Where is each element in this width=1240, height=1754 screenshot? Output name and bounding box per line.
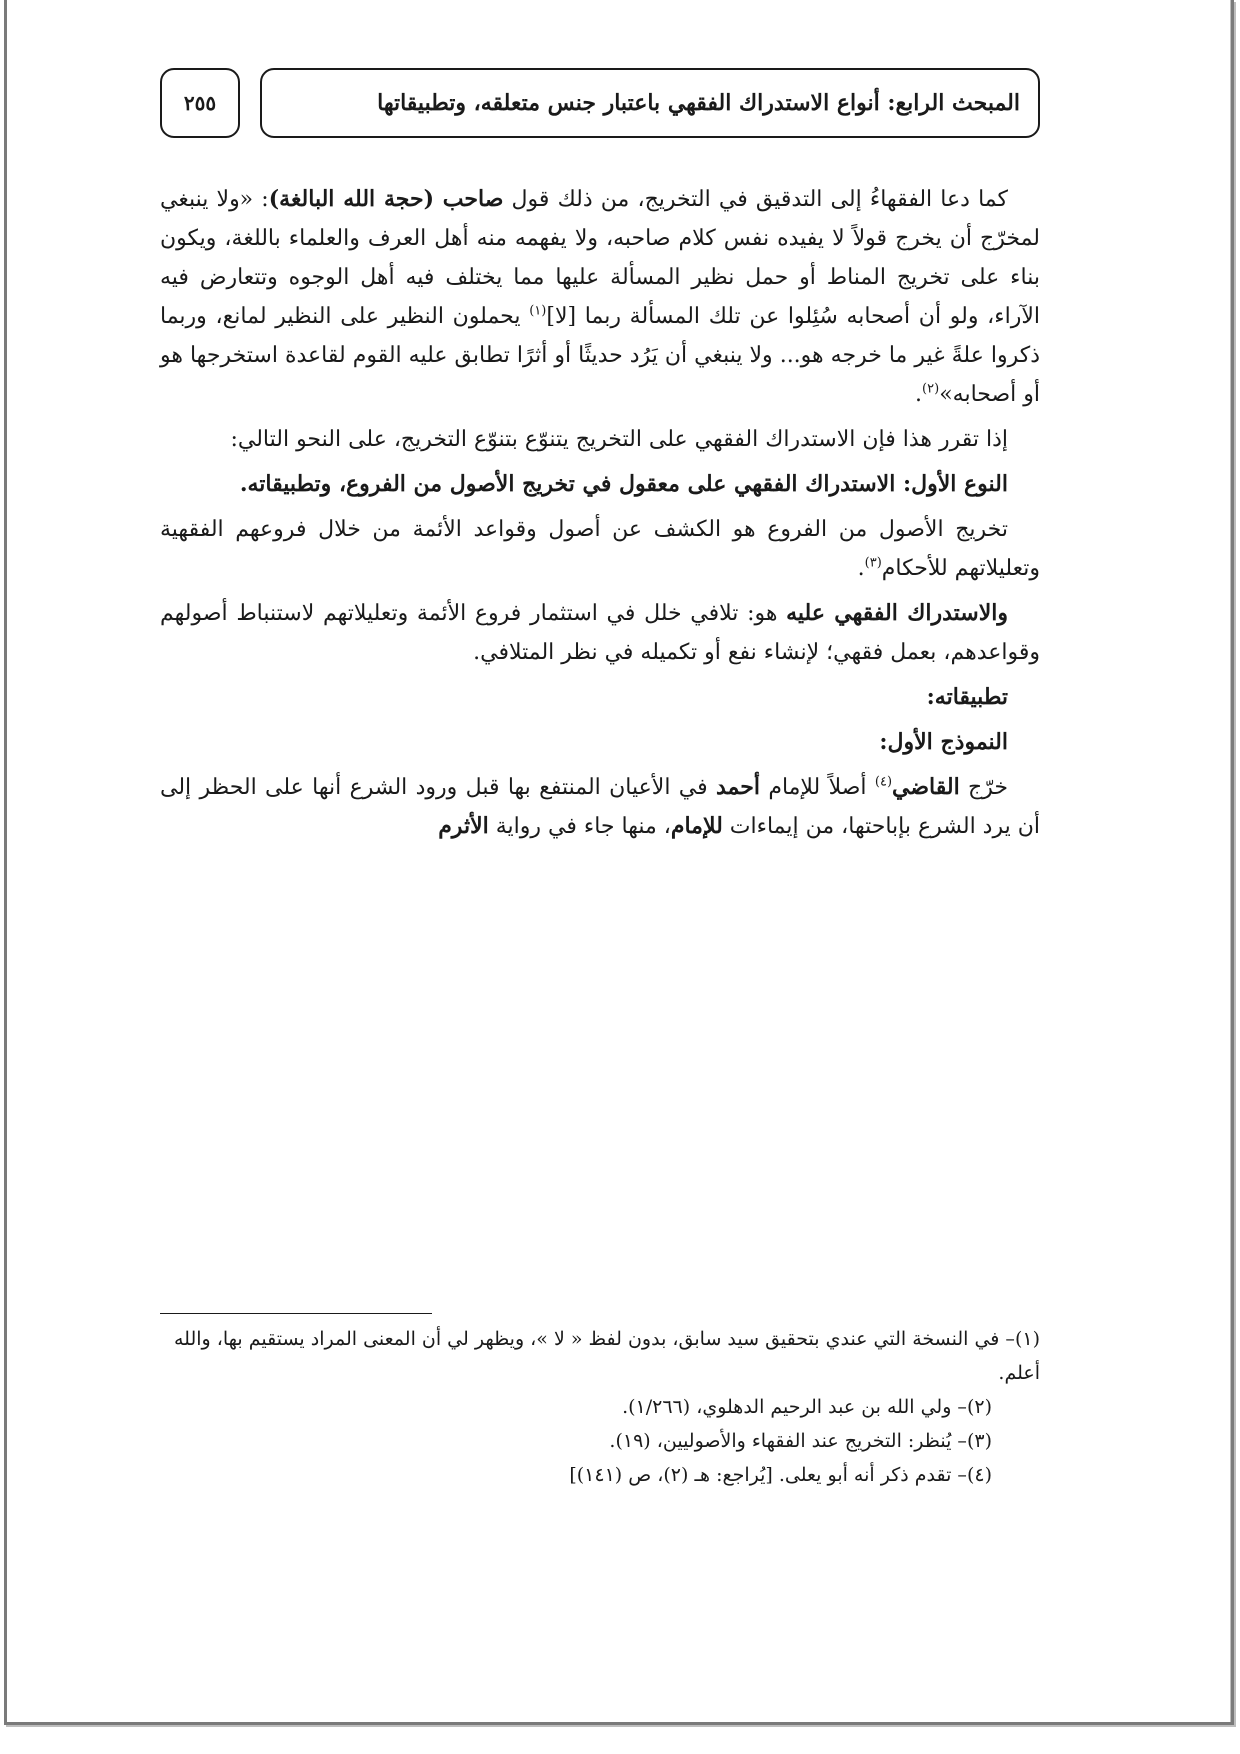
footnote-2: (٢)– ولي الله بن عبد الرحيم الدهلوي، (١/٢٦٦). xyxy=(622,1396,992,1418)
footnote-ref-1[interactable]: (١) xyxy=(529,303,547,319)
paragraph-istidrak: والاستدراك الفقهي عليه هو: تلافي خلل في استثمار فروع الأئمة وتعليلاتهم لاستنباط أصولهم وقواعدهم، بعمل فقهي؛ لإنشاء نفع أو تكميله في نظر المتلافي. xyxy=(160,600,1040,665)
footnote-ref-4[interactable]: (٤) xyxy=(874,774,893,790)
chapter-title-box xyxy=(260,68,1040,138)
footnotes xyxy=(160,1322,1040,1492)
book-reference: صاحب (حجة الله البالغة) xyxy=(268,186,504,212)
footnote-3: (٣)– يُنظر: التخريج عند الفقهاء والأصوليين، (١٩). xyxy=(609,1430,992,1452)
paragraph-model-1: خرّج القاضي$^{(٤)}$ أصلاً للإمام أحمد في الأعيان المنتفع بها قبل ورود الشرع أنها على الحظر إلى أن يرد الشرع بإباحتها، من إيماءات للإمام، منها جاء في رواية الأثرم xyxy=(160,774,1040,839)
chapter-title: المبحث الرابع: أنواع الاستدراك الفقهي باعتبار جنس متعلقه، وتطبيقاتها xyxy=(377,90,1020,116)
model-heading: النموذج الأول: xyxy=(879,729,1008,755)
footnote-separator xyxy=(160,1313,432,1314)
footnote-4: (٤)– تقدم ذكر أنه أبو يعلى. [يُراجع: هـ (٢)، ص (١٤١)] xyxy=(569,1464,992,1486)
paragraph-2: إذا تقرر هذا فإن الاستدراك الفقهي على التخريج يتنوّع بتنوّع التخريج، على النحو التالي: xyxy=(230,427,1008,452)
footnote-ref-2[interactable]: (٢) xyxy=(922,381,940,397)
section-heading-type-1: النوع الأول: الاستدراك الفقهي على معقول في تخريج الأصول من الفروع، وتطبيقاته. xyxy=(239,471,1008,497)
page-header xyxy=(160,68,1040,140)
footnote-1: (١)– في النسخة التي عندي بتحقيق سيد سابق، بدون لفظ « لا »، ويظهر لي أن المعنى المراد يستقيم بها، والله أعلم. xyxy=(173,1328,1040,1384)
page-number: ٢٥٥ xyxy=(183,91,217,115)
paragraph-1: كما دعا الفقهاءُ إلى التدقيق في التخريج، من ذلك قول صاحب (حجة الله البالغة): «ولا ينبغي لمخرّج أن يخرج قولاً لا يفيده نفس كلام صاحبه، ولا يفهمه منه أهل العرف والعلماء باللغة، ويكون بناء على تخريج المناط أو حمل نظير المسألة عليها مما يختلف فيه أهل الوجوه وتتعارض فيه الآراء، ولو أن أصحابه سُئِلوا عن تلك المسألة ربما [لا]$^{(١)}$ يحملون النظير على النظير لمانع، وربما ذكروا علةً غير ما خرجه هو... ولا ينبغي أن يَرُد حديثًا أو أثرًا تطابق عليه القوم لقاعدة استخرجها هو أو أصحابه»$^{(٢)}$. xyxy=(160,186,1040,407)
paragraph-definition: تخريج الأصول من الفروع هو الكشف عن أصول وقواعد الأئمة من خلال فروعهم الفقهية وتعليلاتهم للأحكام$^{(٣)}$. xyxy=(160,517,1040,581)
body-text xyxy=(160,180,1040,852)
applications-heading: تطبيقاته: xyxy=(926,684,1008,710)
page-number-box xyxy=(160,68,240,138)
footnote-ref-3[interactable]: (٣) xyxy=(864,555,882,571)
